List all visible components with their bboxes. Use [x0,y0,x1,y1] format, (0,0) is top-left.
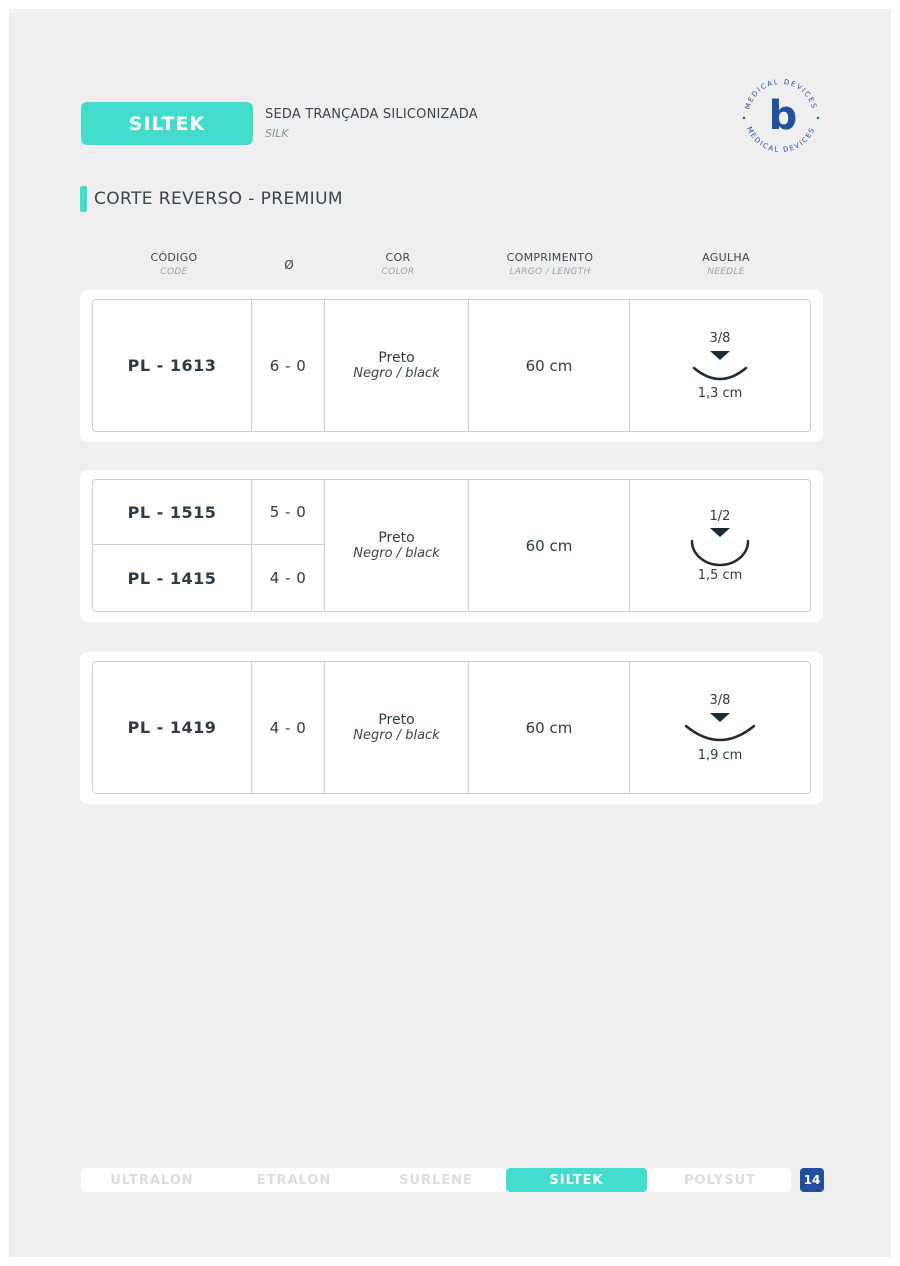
svg-text:b: b [768,93,798,139]
section-accent-bar [80,186,87,212]
product-card-2 [80,470,823,622]
needle-3-8-curve-icon [688,346,752,386]
needle-3-8-curve-icon [680,708,760,748]
nav-item-polysut[interactable]: POLYSUT [683,1172,757,1188]
product-code: PL - 1613 [127,356,217,375]
product-diameter: 4 - 0 [269,569,307,587]
product-table [92,661,811,794]
product-title: SEDA TRANÇADA SILICONIZADA [265,107,478,122]
company-logo [733,68,829,164]
needle-info: 3/8 1,9 cm [630,662,810,793]
catalog-nav [81,1168,791,1192]
nav-item-siltek[interactable]: SILTEK [506,1168,647,1192]
product-table [92,479,811,612]
product-card-1 [80,290,823,442]
product-diameter: 5 - 0 [269,503,307,521]
product-color: Preto Negro / black [353,712,440,743]
product-code: PL - 1419 [127,718,217,737]
product-code: PL - 1515 [127,502,217,522]
column-header-needle: AGULHA NEEDLE [702,251,750,277]
product-length: 60 cm [525,718,573,737]
needle-info: 3/8 1,3 cm [630,300,810,431]
logo-mark-icon [733,68,829,164]
column-header-length: COMPRIMENTO LARGO / LENGTH [506,251,594,277]
column-header-code: CÓDIGO CODE [150,251,198,277]
nav-item-etralon[interactable]: ETRALON [256,1172,332,1188]
brand-badge: SILTEK [81,102,253,145]
product-subtitle: SILK [265,127,289,140]
needle-info: 1/2 1,5 cm [630,480,810,611]
needle-1-2-curve-icon [688,524,752,568]
svg-text:MEDICAL DEVICES: MEDICAL DEVICES [745,125,817,155]
product-length: 60 cm [525,356,573,375]
product-card-3 [80,652,823,804]
nav-item-surlene[interactable]: SURLENE [399,1172,473,1188]
page-number: 14 [800,1168,824,1192]
svg-text:MEDICAL DEVICES: MEDICAL DEVICES [743,77,819,111]
product-length: 60 cm [525,536,573,555]
product-color: Preto Negro / black [353,350,440,381]
section-title: CORTE REVERSO - PREMIUM [94,189,344,209]
product-diameter: 6 - 0 [269,356,307,375]
product-color: Preto Negro / black [353,530,440,561]
column-header-diameter: Ø [284,258,294,272]
column-header-color: COR COLOR [381,251,415,277]
product-code: PL - 1415 [127,568,217,588]
product-diameter: 4 - 0 [269,718,307,737]
product-table [92,299,811,432]
nav-item-ultralon[interactable]: ULTRALON [110,1172,194,1188]
